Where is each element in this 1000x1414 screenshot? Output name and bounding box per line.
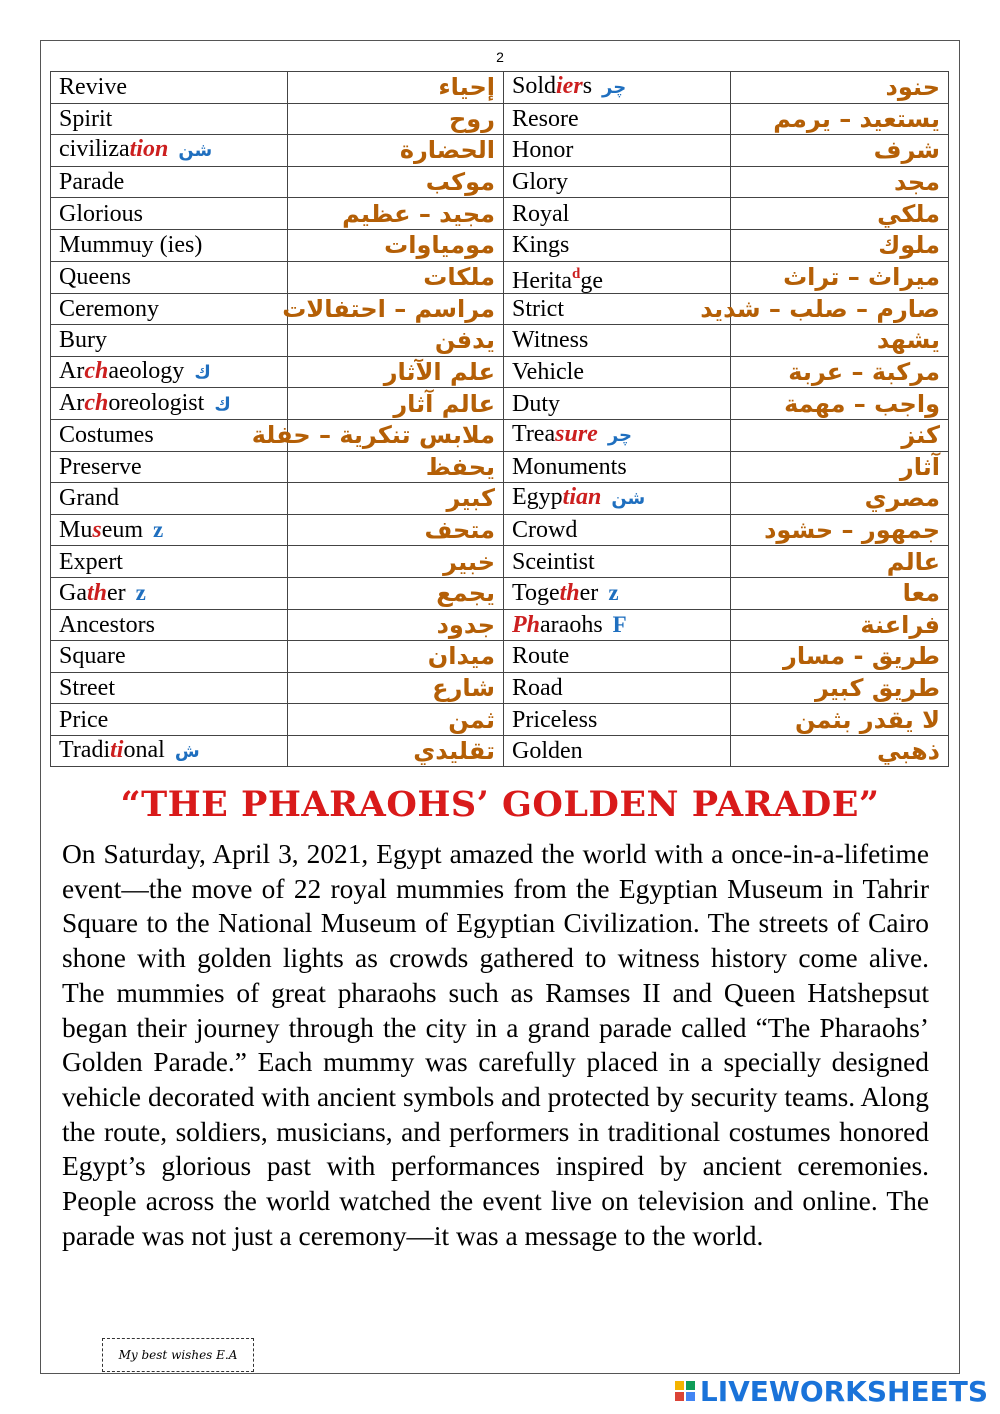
arabic-meaning: طريق - مسار	[731, 641, 949, 673]
arabic-meaning: الحضارة	[288, 135, 504, 167]
english-word	[504, 451, 731, 483]
english-word	[51, 325, 288, 357]
arabic-meaning: جمهور – حشود	[731, 514, 949, 546]
word-part: oreologist	[108, 389, 205, 416]
english-word	[504, 72, 731, 104]
pronunciation-hint: شن	[611, 488, 646, 510]
arabic-meaning: فراعنة	[731, 609, 949, 641]
english-word	[504, 577, 731, 609]
english-word	[504, 419, 731, 451]
word-part: Witness	[512, 327, 589, 354]
arabic-meaning: طريق كبير	[731, 672, 949, 704]
word-part: Tradi	[59, 737, 111, 764]
arabic-meaning: صارم – صلب – شديد	[731, 293, 949, 325]
table-row	[51, 166, 949, 198]
word-part: d	[571, 265, 581, 282]
pronunciation-hint: z	[153, 517, 164, 543]
arabic-meaning: عالم	[731, 546, 949, 578]
table-row	[51, 704, 949, 736]
table-row	[51, 735, 949, 767]
word-part: ge	[580, 267, 603, 294]
word-part: tian	[562, 484, 602, 511]
word-part: Herita	[512, 267, 572, 294]
word-part: Sold	[512, 73, 557, 100]
arabic-meaning: معا	[731, 577, 949, 609]
pronunciation-hint: چر	[602, 77, 627, 99]
english-word	[504, 388, 731, 420]
word-part: Revive	[59, 74, 127, 101]
word-part: Egyp	[512, 484, 563, 511]
arabic-meaning: ذهبي	[731, 735, 949, 767]
word-part: s	[582, 73, 593, 100]
english-word	[51, 388, 288, 420]
arabic-meaning: يجمع	[288, 577, 504, 609]
word-part: s	[92, 517, 102, 544]
word-part: Ceremony	[59, 295, 159, 322]
word-part: ch	[84, 358, 109, 385]
word-part: Mu	[59, 517, 93, 544]
english-word	[504, 261, 731, 293]
english-word	[504, 293, 731, 325]
word-part: Glory	[512, 169, 568, 196]
word-part: ch	[84, 389, 109, 416]
english-word	[504, 546, 731, 578]
pronunciation-hint: چر	[607, 425, 632, 447]
arabic-meaning: كبير	[288, 483, 504, 515]
table-row	[51, 514, 949, 546]
english-word	[504, 325, 731, 357]
word-part: Priceless	[512, 706, 598, 733]
english-word	[504, 229, 731, 261]
word-part: Preserve	[59, 453, 142, 480]
word-part: civiliza	[59, 136, 130, 163]
arabic-meaning: يحفظ	[288, 451, 504, 483]
english-word	[51, 293, 288, 325]
brand-text: LIVEWORKSHEETS	[699, 1374, 988, 1408]
reading-passage: On Saturday, April 3, 2021, Egypt amazed the world with a once-in-a-lifetime event—the move of 22 royal mummies from the Egyptian Museum in Tahrir Square to the National Museum of Egyptian Civilization. The streets of Cairo shone with golden lights as crowds gathered to witness history come alive. The mummies of great pharaohs such as Ramses II and Queen Hatshepsut began their journey through the city in a grand parade called “The Pharaohs’ Golden Parade.” Each mummy was carefully placed in a specially designed vehicle decorated with ancient symbols and protected by security teams. Along the route, soldiers, musicians, and performers in traditional costumes honored Egypt’s glorious past with performances inspired by ancient ceremonies. People across the world watched the event live on television and online. The parade was not just a ceremony—it was a message to the world.	[62, 839, 929, 1251]
arabic-meaning: متحف	[288, 514, 504, 546]
english-word	[504, 704, 731, 736]
pronunciation-hint: ش	[174, 741, 200, 763]
word-part: Square	[59, 643, 126, 670]
english-word	[51, 546, 288, 578]
word-part: Route	[512, 643, 570, 670]
arabic-meaning: يشهد	[731, 325, 949, 357]
english-word	[51, 198, 288, 230]
english-word	[51, 166, 288, 198]
word-part: Resore	[512, 105, 579, 132]
english-word	[51, 735, 288, 767]
table-row	[51, 229, 949, 261]
english-word	[51, 514, 288, 546]
liveworksheets-logo-icon	[675, 1381, 695, 1401]
word-part: Toge	[512, 580, 560, 607]
word-part: er	[107, 580, 126, 607]
english-word	[51, 672, 288, 704]
word-part: Sceintist	[512, 548, 595, 575]
arabic-meaning: ثمن	[288, 704, 504, 736]
english-word	[504, 483, 731, 515]
english-word	[51, 609, 288, 641]
english-word	[504, 641, 731, 673]
arabic-meaning: موكب	[288, 166, 504, 198]
arabic-meaning: جدود	[288, 609, 504, 641]
arabic-meaning: حنود	[731, 72, 949, 104]
english-word	[51, 577, 288, 609]
english-word	[504, 198, 731, 230]
english-word	[51, 704, 288, 736]
word-part: Honor	[512, 137, 574, 164]
pronunciation-hint: F	[612, 611, 627, 637]
table-row	[51, 483, 949, 515]
word-part: sure	[555, 421, 598, 448]
logo-square	[686, 1392, 695, 1401]
table-row	[51, 451, 949, 483]
word-part: Grand	[59, 485, 119, 512]
liveworksheets-brand	[675, 1376, 988, 1406]
word-part: tion	[129, 136, 169, 163]
english-word	[51, 229, 288, 261]
english-word	[504, 135, 731, 167]
arabic-meaning: ميدان	[288, 641, 504, 673]
english-word	[51, 135, 288, 167]
arabic-meaning: تقليدي	[288, 735, 504, 767]
table-row	[51, 103, 949, 135]
word-part: Road	[512, 674, 563, 701]
table-row	[51, 419, 949, 451]
word-part: araohs	[540, 611, 603, 638]
arabic-meaning: مجيد – عظيم	[288, 198, 504, 230]
word-part: Costumes	[59, 422, 154, 449]
word-part: Duty	[512, 390, 560, 417]
table-row	[51, 135, 949, 167]
table-row	[51, 546, 949, 578]
arabic-meaning: مركبة – عربة	[731, 356, 949, 388]
english-word	[51, 261, 288, 293]
word-part: Bury	[59, 327, 107, 354]
word-part: Ph	[512, 611, 541, 638]
english-word	[504, 356, 731, 388]
word-part: Price	[59, 706, 109, 733]
word-part: Strict	[512, 295, 564, 322]
english-word	[504, 735, 731, 767]
arabic-meaning: مجد	[731, 166, 949, 198]
word-part: th	[559, 580, 580, 607]
word-part: Street	[59, 674, 115, 701]
arabic-meaning: ملكات	[288, 261, 504, 293]
word-part: Ga	[59, 580, 87, 607]
word-part: Glorious	[59, 200, 143, 227]
table-row	[51, 325, 949, 357]
arabic-meaning: شرف	[731, 135, 949, 167]
pronunciation-hint: z	[608, 580, 619, 606]
english-word	[51, 356, 288, 388]
pronunciation-hint: شن	[178, 140, 213, 162]
table-row	[51, 641, 949, 673]
passage-title: “THE PHARAOHS’ GOLDEN PARADE”	[120, 784, 880, 825]
arabic-meaning: آثار	[731, 451, 949, 483]
word-part: Crowd	[512, 517, 578, 544]
arabic-meaning: واجب – مهمة	[731, 388, 949, 420]
arabic-meaning: ملوك	[731, 229, 949, 261]
page-number: 2	[496, 49, 504, 65]
signature-stamp: My best wishes E.A	[102, 1338, 254, 1372]
english-word	[51, 641, 288, 673]
arabic-meaning: إحياء	[288, 72, 504, 104]
word-part: Golden	[512, 738, 583, 765]
english-word	[504, 103, 731, 135]
pronunciation-hint: ك	[214, 393, 231, 415]
logo-square	[686, 1381, 695, 1390]
word-part: Queens	[59, 264, 131, 291]
logo-square	[675, 1392, 684, 1401]
table-row	[51, 356, 949, 388]
arabic-meaning: ملابس تنكرية – حفلة	[288, 419, 504, 451]
word-part: Ar	[59, 358, 85, 385]
english-word	[504, 166, 731, 198]
english-word	[51, 483, 288, 515]
arabic-meaning: مراسم – احتفالات	[288, 293, 504, 325]
english-word	[51, 451, 288, 483]
word-part: Trea	[512, 421, 556, 448]
word-part: onal	[123, 737, 165, 764]
english-word	[504, 514, 731, 546]
word-part: Spirit	[59, 105, 113, 132]
arabic-meaning: يستعيد – يرمم	[731, 103, 949, 135]
table-row	[51, 293, 949, 325]
word-part: Expert	[59, 548, 123, 575]
arabic-meaning: عالم آثار	[288, 388, 504, 420]
table-row	[51, 261, 949, 293]
word-part: er	[579, 580, 599, 607]
table-row	[51, 72, 949, 104]
table-row	[51, 672, 949, 704]
english-word	[51, 103, 288, 135]
table-row	[51, 198, 949, 230]
arabic-meaning: كنز	[731, 419, 949, 451]
pronunciation-hint: ك	[194, 362, 211, 384]
english-word	[504, 609, 731, 641]
logo-square	[675, 1381, 684, 1390]
word-part: th	[86, 580, 107, 607]
word-part: Monuments	[512, 453, 627, 480]
word-part: ier	[556, 73, 583, 100]
arabic-meaning: علم الآثار	[288, 356, 504, 388]
arabic-meaning: خبير	[288, 546, 504, 578]
word-part: Ancestors	[59, 611, 155, 638]
word-part: Royal	[512, 200, 570, 227]
arabic-meaning: ملكي	[731, 198, 949, 230]
word-part: Mummuy (ies)	[59, 232, 203, 259]
arabic-meaning: شارع	[288, 672, 504, 704]
arabic-meaning: يدفن	[288, 325, 504, 357]
word-part: Kings	[512, 232, 570, 259]
english-word	[51, 72, 288, 104]
pronunciation-hint: z	[135, 580, 146, 606]
table-row	[51, 609, 949, 641]
word-part: aeology	[108, 358, 185, 385]
word-part: Vehicle	[512, 359, 584, 386]
table-row	[51, 577, 949, 609]
arabic-meaning: ميراث – تراث	[731, 261, 949, 293]
word-part: eum	[101, 517, 144, 544]
table-row	[51, 388, 949, 420]
word-part: Ar	[59, 389, 85, 416]
word-part: Parade	[59, 169, 125, 196]
arabic-meaning: لا يقدر بثمن	[731, 704, 949, 736]
vocabulary-table	[50, 71, 949, 767]
arabic-meaning: روح	[288, 103, 504, 135]
word-part: ti	[110, 737, 124, 764]
english-word	[504, 672, 731, 704]
arabic-meaning: مصري	[731, 483, 949, 515]
arabic-meaning: مومياوات	[288, 229, 504, 261]
